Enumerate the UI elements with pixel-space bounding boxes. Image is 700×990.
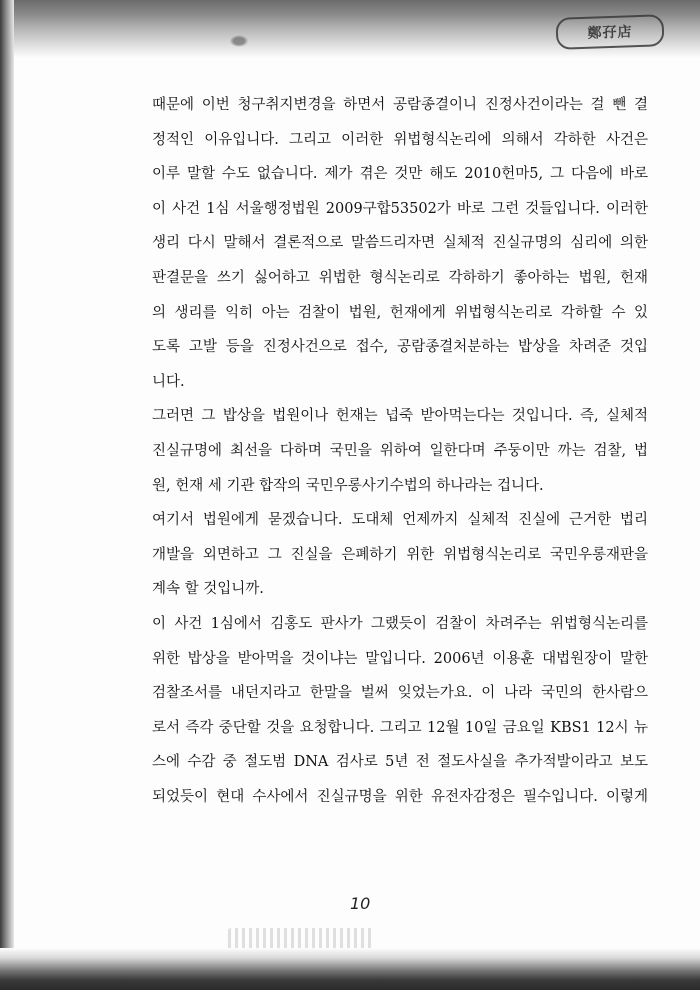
text-line: 이루 말할 수도 없습니다. 제가 겪은 것만 해도 2010헌마5, 그 다음에 바로 <box>152 166 648 183</box>
text-line: 도록 고발 등을 진정사건으로 접수, 공람종결처분하는 밥상을 차려준 것입 <box>152 339 648 356</box>
text-line: 로서 즉각 중단할 것을 요청합니다. 그리고 12월 10일 금요일 KBS1 12시 뉴 <box>152 719 648 736</box>
scan-shadow-bottom <box>0 948 700 990</box>
scan-shadow-left <box>0 0 14 990</box>
text-line: 되었듯이 현대 수사에서 진실규명을 위한 유전자감정은 필수입니다. 이렇게 <box>152 788 648 805</box>
seal-stamp: 鄭孖店 <box>555 14 664 50</box>
text-line: 이 사건 1심에서 김홍도 판사가 그랬듯이 검찰이 차려주는 위법형식논리를 <box>152 615 648 632</box>
text-line: 개발을 외면하고 그 진실을 은폐하기 위한 위법형식논리로 국민우롱재판을 <box>152 546 648 563</box>
text-line: 여기서 법원에게 묻겠습니다. 도대체 언제까지 실체적 진실에 근거한 법리 <box>152 512 648 529</box>
text-line: 원, 헌재 세 기관 합작의 국민우롱사기수법의 하나라는 겁니다. <box>152 477 544 494</box>
text-line: 위한 밥상을 받아먹을 것이냐는 말입니다. 2006년 이용훈 대법원장이 말한 <box>152 650 648 667</box>
text-line: 의 생리를 익히 아는 검찰이 법원, 헌재에게 위법형식논리로 각하할 수 있 <box>152 304 648 321</box>
text-line: 진실규명에 최선을 다하며 국민을 위하여 일한다며 주둥이만 까는 검찰, 법 <box>152 442 648 459</box>
text-line: 생리 다시 말해서 결론적으로 말씀드리자면 실체적 진실규명의 심리에 의한 <box>152 235 648 252</box>
text-line: 그러면 그 밥상을 법원이나 헌재는 넙죽 받아먹는다는 것입니다. 즉, 실체적 <box>152 408 648 425</box>
body-text <box>152 88 648 814</box>
text-line: 계속 할 것입니까. <box>152 581 264 598</box>
text-line: 니다. <box>152 373 185 390</box>
text-line: 정적인 이유입니다. 그리고 이러한 위법형식논리에 의해서 각하한 사건은 <box>152 131 648 148</box>
text-line: 때문에 이번 청구취지변경을 하면서 공람종결이니 진정사건이라는 걸 뺀 결 <box>152 97 648 113</box>
text-line: 이 사건 1심 서울행정법원 2009구합53502가 바로 그런 것들입니다. 이러한 <box>152 200 648 217</box>
text-line: 판결문을 쓰기 싫어하고 위법한 형식논리로 각하하기 좋아하는 법원, 헌재 <box>152 269 648 286</box>
page-number: 10 <box>350 894 371 913</box>
emblem-mark <box>228 34 250 48</box>
text-line: 스에 수감 중 절도범 DNA 검사로 5년 전 절도사실을 추가적발이라고 보도 <box>152 754 648 771</box>
text-line: 검찰조서를 내던지라고 한말을 벌써 잊었는가요. 이 나라 국민의 한사람으 <box>152 685 648 702</box>
